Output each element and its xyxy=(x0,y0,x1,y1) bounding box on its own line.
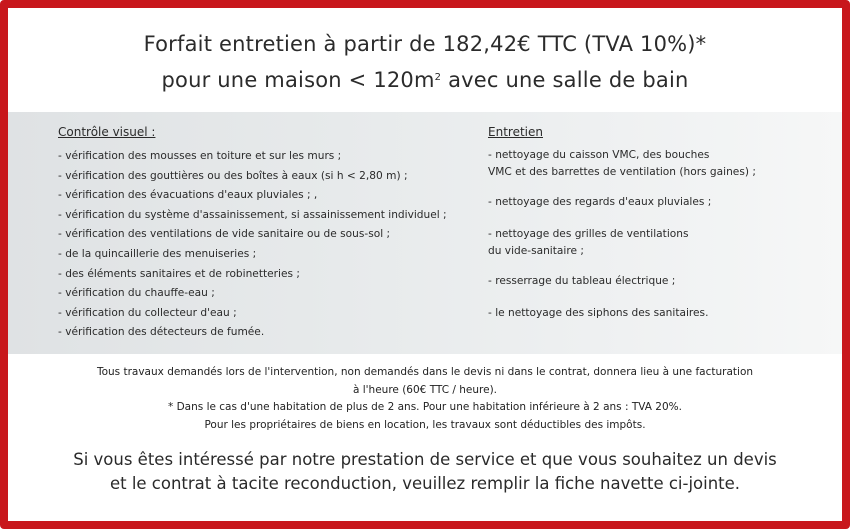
controle-item: - vérification du système d'assainissement, si assainissement individuel ; xyxy=(58,208,447,221)
notes-vat-footnote: * Dans le cas d'une habitation de plus de 2 ans. Pour une habitation inférieure à 2 ans : TVA 20%. xyxy=(168,401,682,413)
notes-hourly-rate: à l'heure (60€ TTC / heure). xyxy=(352,383,498,396)
entretien-item xyxy=(488,305,788,322)
controle-item: - vérification du chauffe-eau ; xyxy=(58,287,215,300)
notes-tax-deduction: Pour les propriétaires de biens en location, les travaux sont déductibles des impôts. xyxy=(204,418,646,431)
controle-item: - vérification du collecteur d'eau ; xyxy=(58,306,237,319)
headline xyxy=(0,26,850,98)
squared-superscript: 2 xyxy=(434,72,442,83)
closing-line-1: Si vous êtes intéressé par notre prestation de service et que vous souhaitez un devis xyxy=(73,450,777,469)
entretien-item-line: VMC et des barrettes de ventilation (hors gaines) ; xyxy=(488,166,756,178)
entretien-item-line: - nettoyage des regards d'eaux pluviales ; xyxy=(488,196,712,208)
entretien-item-line: du vide-sanitaire ; xyxy=(488,245,584,257)
entretien-column xyxy=(488,123,788,337)
headline-line-2-end: avec une salle de bain xyxy=(441,68,689,92)
headline-line-1: Forfait entretien à partir de 182,42€ TTC (TVA 10%)* xyxy=(143,32,707,56)
closing-line-2: et le contrat à tacite reconduction, veuillez remplir la fiche navette ci-jointe. xyxy=(109,474,741,493)
controle-visuel-column xyxy=(58,123,478,343)
controle-item: - vérification des gouttières ou des boîtes à eaux (si h < 2,80 m) ; xyxy=(58,169,408,182)
notes-billing-line: Tous travaux demandés lors de l'intervention, non demandés dans le devis ni dans le contrat, donnera lieu à une facturation xyxy=(96,366,754,378)
entretien-title: Entretien xyxy=(488,125,543,139)
controle-item: - de la quincaillerie des menuiseries ; xyxy=(58,247,257,260)
notes xyxy=(40,364,810,434)
entretien-item-line: - nettoyage des grilles de ventilations xyxy=(488,228,689,240)
entretien-item xyxy=(488,273,788,290)
headline-line-2-start: pour une maison < 120m xyxy=(161,68,435,92)
entretien-item xyxy=(488,226,788,260)
controle-item: - des éléments sanitaires et de robinetteries ; xyxy=(58,267,300,280)
controle-item: - vérification des détecteurs de fumée. xyxy=(58,326,265,339)
controle-visuel-list xyxy=(58,147,478,343)
controle-item: - vérification des mousses en toiture et sur les murs ; xyxy=(58,150,342,162)
entretien-item-line: - le nettoyage des siphons des sanitaires. xyxy=(488,307,709,319)
headline-line-2 xyxy=(0,62,850,98)
controle-visuel-title: Contrôle visuel : xyxy=(58,125,156,139)
entretien-item-line: - resserrage du tableau électrique ; xyxy=(488,275,676,287)
entretien-item xyxy=(488,147,788,181)
entretien-item xyxy=(488,194,788,211)
controle-item: - vérification des ventilations de vide sanitaire ou de sous-sol ; xyxy=(58,228,391,241)
controle-item: - vérification des évacuations d'eaux pluviales ; , xyxy=(58,189,318,202)
closing-message xyxy=(20,448,830,496)
entretien-item-line: - nettoyage du caisson VMC, des bouches xyxy=(488,149,710,161)
